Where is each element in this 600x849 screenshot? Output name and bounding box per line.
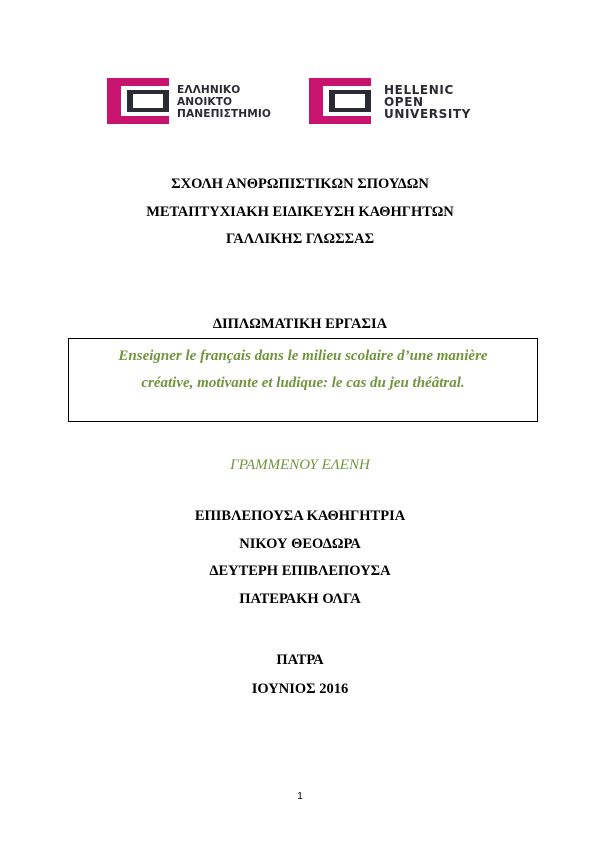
- hou-logo-icon: [302, 76, 378, 126]
- thesis-title-box: [68, 338, 538, 422]
- second-supervisor-role: ΔΕΥΤΕΡΗ ΕΠΙΒΛΕΠΟΥΣΑ: [209, 563, 391, 579]
- supervisor-name: ΝΙΚΟΥ ΘΕΟΔΩΡΑ: [239, 535, 361, 552]
- place: ΠΑΤΡΑ: [276, 652, 324, 668]
- logo-text-english: [384, 84, 471, 120]
- place-date-block: [0, 647, 600, 705]
- logo-line: ΕΛΛΗΝΙΚΟ: [177, 84, 241, 96]
- second-supervisor-name: ΠΑΤΕΡΑΚΗ ΟΛΓΑ: [239, 590, 361, 607]
- logo-line: ΑΝΟΙΚΤΟ: [177, 96, 233, 108]
- thesis-label: ΔΙΠΛΩΜΑΤΙΚΗ ΕΡΓΑΣΙΑ: [212, 316, 388, 332]
- hou-logo-greek: [107, 76, 297, 128]
- school-name: ΣΧΟΛΗ ΑΝΘΡΩΠΙΣΤΙΚΩΝ ΣΠΟΥΔΩΝ: [171, 176, 429, 192]
- supervisor-role: ΕΠΙΒΛΕΠΟΥΣΑ ΚΑΘΗΓΗΤΡΙΑ: [194, 508, 406, 524]
- date: ΙΟΥΝΙΟΣ 2016: [251, 681, 349, 697]
- logo-line: ΠΑΝΕΠΙΣΤΗΜΙΟ: [177, 108, 271, 120]
- logo-line: UNIVERSITY: [384, 107, 471, 121]
- logo-text-greek: [177, 84, 271, 120]
- logo-line: HELLENIC: [384, 83, 454, 97]
- program-language: ΓΑΛΛΙΚΗΣ ΓΛΩΣΣΑΣ: [225, 231, 375, 247]
- hou-logo-english: [302, 76, 497, 128]
- author-name: ΓΡΑΜΜΕΝΟΥ ΕΛΕΝΗ: [230, 457, 370, 473]
- supervisors-block: [0, 503, 600, 613]
- thesis-title-line: créative, motivante et ludique: le cas du jeu théâtral.: [141, 375, 465, 391]
- thesis-title: [69, 343, 537, 397]
- logo-line: OPEN: [384, 95, 424, 109]
- program-name: ΜΕΤΑΠΤΥΧΙΑΚΗ ΕΙΔΙΚΕΥΣΗ ΚΑΘΗΓΗΤΩΝ: [146, 203, 454, 220]
- school-heading: [0, 171, 600, 254]
- thesis-title-line: Enseigner le français dans le milieu scolaire d’une manière: [118, 348, 488, 364]
- page-number: 1: [297, 791, 303, 802]
- hou-logo-icon: [107, 76, 169, 126]
